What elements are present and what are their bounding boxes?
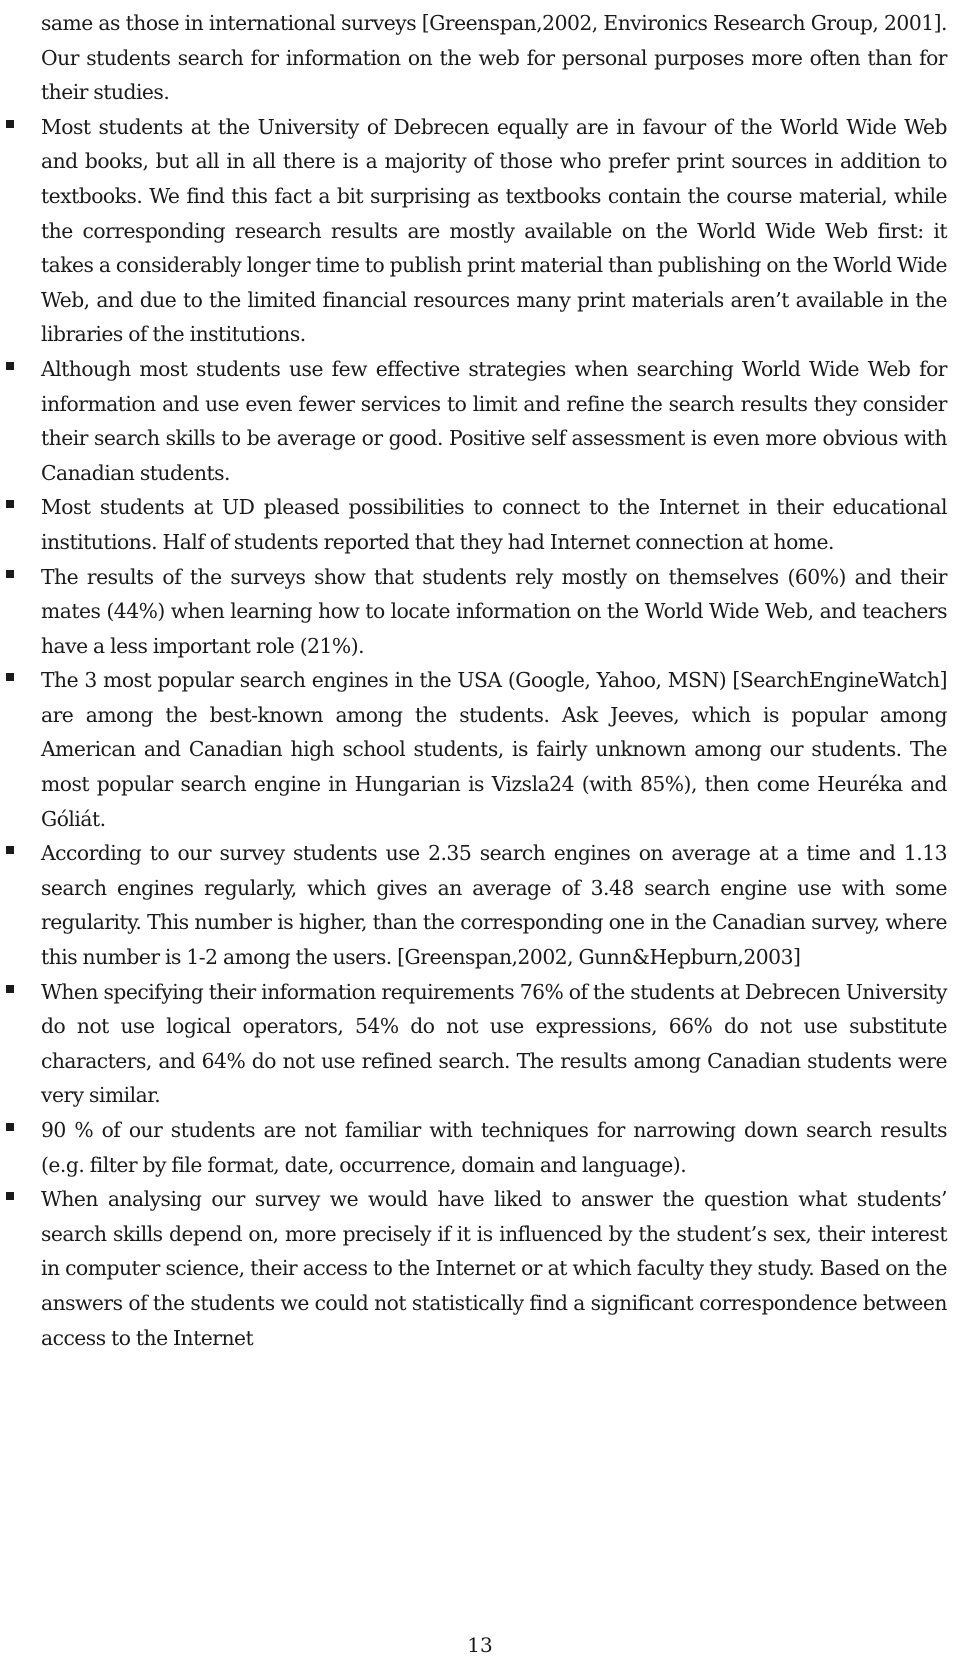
list-item-text: When analysing our survey we would have liked to answer the question what students’ search skills depend on, more precisely if it is influenced by the student’s sex, their interest in computer science, their access to the Internet or at which faculty they study. Based on the answers of the students we could not statistically find a significant correspondence between access to the Internet xyxy=(41,1187,947,1350)
square-bullet-icon xyxy=(6,120,14,128)
list-item xyxy=(41,490,947,559)
square-bullet-icon xyxy=(6,1123,14,1131)
list-item xyxy=(41,836,947,974)
list-item-text: According to our survey students use 2.35 search engines on average at a time and 1.13 search engines regularly, which gives an average of 3.48 search engine use with some regularity. This number is higher, than the corresponding one in the Canadian survey, where this number is 1-2 among the users. [Greenspan,2002, Gunn&Hepburn,2003] xyxy=(41,841,947,970)
intro-continuation-paragraph: same as those in international surveys [Greenspan,2002, Environics Research Group, 2001]. Our students search for information on the web for personal purposes more often than for their studies. xyxy=(41,11,947,105)
list-item xyxy=(41,975,947,1113)
list-item xyxy=(41,352,947,490)
square-bullet-icon xyxy=(6,846,14,854)
list-item-text: The results of the surveys show that students rely mostly on themselves (60%) and their mates (44%) when learning how to locate information on the World Wide Web, and teachers have a less important role (21%). xyxy=(41,564,947,658)
list-item xyxy=(41,560,947,664)
list-item xyxy=(41,663,947,836)
square-bullet-icon xyxy=(6,362,14,370)
square-bullet-icon xyxy=(6,985,14,993)
square-bullet-icon xyxy=(6,570,14,578)
square-bullet-icon xyxy=(6,500,14,508)
list-item xyxy=(41,1113,947,1182)
list-item-text: Most students at UD pleased possibilities to connect to the Internet in their educational institutions. Half of students reported that they had Internet connection at home. xyxy=(41,495,947,554)
square-bullet-icon xyxy=(6,673,14,681)
list-item xyxy=(41,110,947,352)
list-item-text: When specifying their information requirements 76% of the students at Debrecen University do not use logical operators, 54% do not use expressions, 66% do not use substitute characters, and 64% do not use refined search. The results among Canadian students were very similar. xyxy=(41,979,947,1108)
list-item xyxy=(41,1182,947,1355)
findings-list xyxy=(41,110,947,1355)
list-item-text: 90 % of our students are not familiar with techniques for narrowing down search results (e.g. filter by file format, date, occurrence, domain and language). xyxy=(41,1118,947,1177)
body-text xyxy=(41,6,947,1355)
square-bullet-icon xyxy=(6,1192,14,1200)
page-number: 13 xyxy=(467,1633,493,1657)
list-item-text: Most students at the University of Debrecen equally are in favour of the World Wide Web and books, but all in all there is a majority of those who prefer print sources in addition to textbooks. We find this fact a bit surprising as textbooks contain the course material, while the corresponding research results are mostly available on the World Wide Web first: it takes a considerably longer time to publish print material than publishing on the World Wide Web, and due to the limited financial resources many print materials aren’t available in the libraries of the institutions. xyxy=(41,114,947,347)
list-item-text: The 3 most popular search engines in the USA (Google, Yahoo, MSN) [SearchEngineWatch] are among the best-known among the students. Ask Jeeves, which is popular among American and Canadian high school students, is fairly unknown among our students. The most popular search engine in Hungarian is Vizsla24 (with 85%), then come Heuréka and Góliát. xyxy=(41,668,947,831)
list-item-text: Although most students use few effective strategies when searching World Wide Web for information and use even fewer services to limit and refine the search results they consider their search skills to be average or good. Positive self assessment is even more obvious with Canadian students. xyxy=(41,356,947,485)
